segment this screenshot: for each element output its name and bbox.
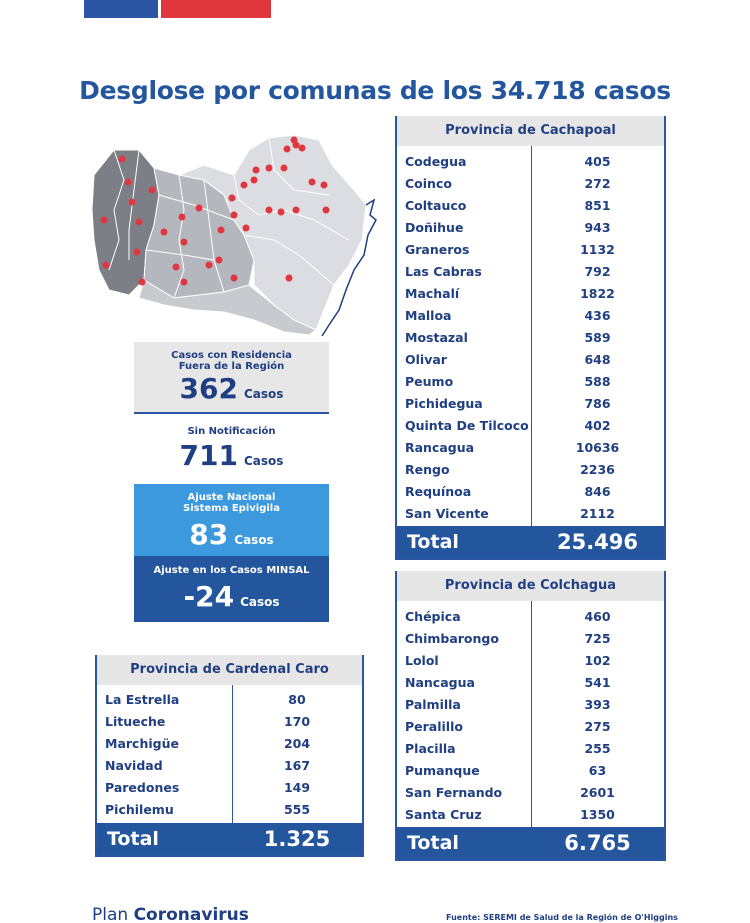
summary-minsal-value: -24 xyxy=(183,580,235,613)
map-pin xyxy=(181,239,188,246)
column-divider xyxy=(232,685,233,823)
summary-national-value: 83 xyxy=(189,518,229,551)
commune-cases: 167 xyxy=(283,757,311,773)
table-colchagua-body xyxy=(397,601,664,827)
commune-name: Chépica xyxy=(405,608,461,624)
commune-name: Palmilla xyxy=(405,696,461,712)
commune-cases: 1822 xyxy=(580,285,615,301)
column-divider xyxy=(531,601,532,827)
table-colchagua-title: Provincia de Colchagua xyxy=(397,571,664,601)
map-pin xyxy=(251,177,258,184)
map-pin xyxy=(136,219,143,226)
commune-cases: 943 xyxy=(584,219,611,235)
map-pin xyxy=(231,212,238,219)
commune-name: Malloa xyxy=(405,307,452,323)
commune-cases: 149 xyxy=(283,779,311,795)
map-pin xyxy=(196,205,203,212)
commune-cases: 851 xyxy=(584,197,611,213)
table-cardenal-caro-title: Provincia de Cardenal Caro xyxy=(97,655,362,685)
table-row xyxy=(97,688,362,710)
commune-name: Rancagua xyxy=(405,439,475,455)
commune-cases: 2112 xyxy=(580,505,615,521)
table-row xyxy=(97,798,362,820)
summary-outside-value: 362 xyxy=(179,372,238,405)
summary-no-notification xyxy=(134,420,329,484)
commune-cases: 402 xyxy=(584,417,611,433)
commune-name: La Estrella xyxy=(105,691,180,707)
commune-cases: 272 xyxy=(584,175,611,191)
table-cardenal-caro xyxy=(95,655,364,857)
commune-name: Olivar xyxy=(405,351,447,367)
commune-cases: 436 xyxy=(584,307,611,323)
commune-cases: 393 xyxy=(584,696,611,712)
commune-name: Doñihue xyxy=(405,219,464,235)
commune-name: Coinco xyxy=(405,175,452,191)
commune-cases: 460 xyxy=(584,608,611,624)
commune-name: Pumanque xyxy=(405,762,480,778)
commune-cases: 1350 xyxy=(580,806,615,822)
summary-no-notification-value: 711 xyxy=(179,439,238,472)
commune-name: San Fernando xyxy=(405,784,503,800)
map-pin xyxy=(218,227,225,234)
commune-name: Chimbarongo xyxy=(405,630,499,646)
commune-name: Rengo xyxy=(405,461,450,477)
summary-outside-label-2: Fuera de la Región xyxy=(178,361,285,372)
table-cachapoal-body xyxy=(397,146,664,526)
commune-cases: 170 xyxy=(283,713,311,729)
map-pin xyxy=(243,225,250,232)
commune-cases: 275 xyxy=(584,718,611,734)
footer-source: Fuente: SEREMI de Salud de la Región de O'Higgins xyxy=(446,913,678,922)
commune-name: Santa Cruz xyxy=(405,806,482,822)
summary-outside-unit: Casos xyxy=(244,387,284,401)
table-row xyxy=(97,732,362,754)
commune-name: Las Cabras xyxy=(405,263,482,279)
commune-cases: 63 xyxy=(588,762,607,778)
commune-name: Pichilemu xyxy=(105,801,174,817)
map-pin xyxy=(241,182,248,189)
footer-plan-prefix: Plan xyxy=(92,905,129,923)
map-pin xyxy=(161,229,168,236)
map-pin xyxy=(229,195,236,202)
commune-name: Machalí xyxy=(405,285,460,301)
total-label: Total xyxy=(407,832,459,854)
commune-cases: 2236 xyxy=(580,461,615,477)
commune-name: Requínoa xyxy=(405,483,472,499)
map-pin xyxy=(266,165,273,172)
commune-name: Placilla xyxy=(405,740,456,756)
commune-cases: 102 xyxy=(584,652,611,668)
map-pin xyxy=(181,279,188,286)
map-pin xyxy=(278,209,285,216)
map-pin xyxy=(119,156,126,163)
commune-cases: 589 xyxy=(584,329,611,345)
table-cardenal-caro-body xyxy=(97,685,362,823)
commune-name: Lolol xyxy=(405,652,439,668)
table-row xyxy=(97,754,362,776)
total-value: 1.325 xyxy=(263,827,331,851)
commune-cases: 588 xyxy=(584,373,611,389)
map-pin xyxy=(206,262,213,269)
commune-name: San Vicente xyxy=(405,505,489,521)
table-cachapoal-total-row xyxy=(397,526,664,558)
commune-name: Paredones xyxy=(105,779,180,795)
commune-name: Quinta De Tilcoco xyxy=(405,417,529,433)
map-pin xyxy=(129,199,136,206)
map-pin xyxy=(266,207,273,214)
summary-minsal-unit: Casos xyxy=(240,595,280,609)
table-cachapoal xyxy=(395,116,666,560)
flag-red-stripe xyxy=(161,0,271,18)
map-pin xyxy=(101,217,108,224)
commune-cases: 405 xyxy=(584,153,611,169)
summary-no-notification-label: Sin Notificación xyxy=(187,426,276,437)
commune-cases: 725 xyxy=(584,630,611,646)
commune-name: Litueche xyxy=(105,713,166,729)
commune-cases: 541 xyxy=(584,674,611,690)
commune-name: Nancagua xyxy=(405,674,475,690)
footer-plan xyxy=(92,905,249,923)
map-pin xyxy=(323,207,330,214)
map-pin xyxy=(281,165,288,172)
column-divider xyxy=(531,146,532,526)
map-pin xyxy=(253,167,260,174)
summary-minsal-adjustment xyxy=(134,556,329,622)
commune-cases: 2601 xyxy=(580,784,615,800)
map-pin xyxy=(293,207,300,214)
map-pin xyxy=(299,145,306,152)
map-pin xyxy=(139,279,146,286)
map-pin xyxy=(321,182,328,189)
flag-blue-stripe xyxy=(84,0,158,18)
map-pin xyxy=(231,275,238,282)
commune-name: Mostazal xyxy=(405,329,468,345)
commune-name: Coltauco xyxy=(405,197,467,213)
map-pin xyxy=(103,262,110,269)
table-colchagua xyxy=(395,571,666,861)
commune-cases: 255 xyxy=(584,740,611,756)
commune-cases: 204 xyxy=(283,735,311,751)
table-row xyxy=(97,776,362,798)
map-pin xyxy=(134,249,141,256)
summary-minsal-label: Ajuste en los Casos MINSAL xyxy=(153,565,310,576)
commune-cases: 555 xyxy=(283,801,311,817)
table-cardenal-caro-total-row xyxy=(97,823,362,855)
page-title: Desglose por comunas de los 34.718 casos xyxy=(79,76,671,105)
footer-plan-bold: Coronavirus xyxy=(133,905,249,923)
commune-cases: 648 xyxy=(584,351,611,367)
commune-cases: 792 xyxy=(584,263,611,279)
summary-national-unit: Casos xyxy=(234,533,274,547)
map-pin xyxy=(216,257,223,264)
map-pin xyxy=(179,214,186,221)
commune-name: Codegua xyxy=(405,153,467,169)
map-pin xyxy=(173,264,180,271)
commune-name: Graneros xyxy=(405,241,470,257)
commune-name: Pichidegua xyxy=(405,395,483,411)
commune-cases: 10636 xyxy=(575,439,620,455)
commune-name: Navidad xyxy=(105,757,163,773)
commune-cases: 1132 xyxy=(580,241,615,257)
commune-name: Peralillo xyxy=(405,718,463,734)
commune-name: Peumo xyxy=(405,373,454,389)
summary-national-adjustment xyxy=(134,484,329,556)
summary-national-label-2: Sistema Epivigila xyxy=(183,503,280,514)
region-map xyxy=(84,120,380,342)
map-pin xyxy=(286,275,293,282)
map-pin xyxy=(149,187,156,194)
commune-cases: 786 xyxy=(584,395,611,411)
map-pin xyxy=(284,146,291,153)
total-value: 25.496 xyxy=(556,530,639,554)
map-pin xyxy=(125,179,132,186)
commune-name: Marchigüe xyxy=(105,735,179,751)
summary-outside-label-1: Casos con Residencia xyxy=(171,350,292,361)
summary-national-label-1: Ajuste Nacional xyxy=(187,492,276,503)
table-colchagua-total-row xyxy=(397,827,664,859)
summary-outside-region xyxy=(134,342,329,414)
total-label: Total xyxy=(107,828,159,850)
commune-cases: 80 xyxy=(288,691,306,707)
summary-no-notification-unit: Casos xyxy=(244,454,284,468)
commune-cases: 846 xyxy=(584,483,611,499)
map-pin xyxy=(291,137,298,144)
total-label: Total xyxy=(407,531,459,553)
table-cachapoal-title: Provincia de Cachapoal xyxy=(397,116,664,146)
map-pin xyxy=(309,179,316,186)
total-value: 6.765 xyxy=(564,831,631,855)
table-row xyxy=(97,710,362,732)
